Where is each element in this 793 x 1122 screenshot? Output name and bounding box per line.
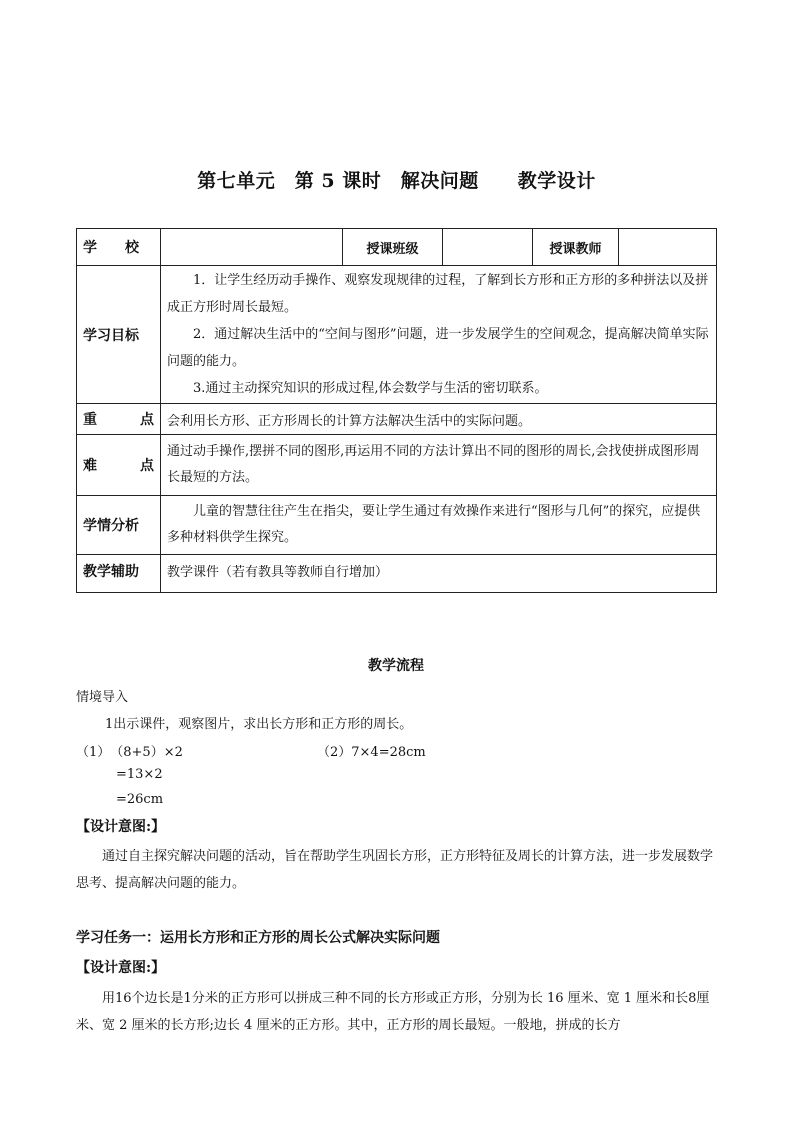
- aid-text: 教学课件（若有教具等教师自行增加）: [161, 555, 717, 593]
- table-row-key-point: [77, 404, 717, 435]
- intro-label: 情境导入: [76, 690, 129, 705]
- teacher-value: [619, 229, 717, 266]
- table-row-goals: [77, 266, 717, 404]
- table-row-school: [77, 229, 717, 266]
- school-value: [161, 229, 343, 266]
- calc-1-line-b: =13×2: [116, 767, 163, 782]
- calc-1-line-c: =26cm: [116, 792, 164, 807]
- goal-item: 1．让学生经历动手操作、观察发现规律的过程，了解到长方形和正方形的多种拼法以及拼成正方形时周长最短。: [167, 273, 709, 315]
- calc-1-line-a: （1） （8+5）×2: [76, 745, 183, 760]
- step-1-text: 1出示课件，观察图片，求出长方形和正方形的周长。: [105, 717, 413, 732]
- task-1-text: 用16个边长是1分米的正方形可以拼成三种不同的长方形或正方形，分别为长 16 厘米、宽 1 厘米和长8厘米、宽 2 厘米的长方形;边长 4 厘米的正方形。其中，正方形的周长最短。一般地，拼成的长方: [76, 991, 710, 1033]
- teacher-label: 授课教师: [533, 229, 619, 266]
- school-label: 学 校: [77, 229, 161, 266]
- page-title: 第七单元 第 5 课时 解决问题 教学设计: [197, 170, 596, 192]
- table-row-difficulty: [77, 435, 717, 496]
- table-row-aid: [77, 555, 717, 593]
- goals-content: [161, 266, 717, 404]
- key-point-text: 会利用长方形、正方形周长的计算方法解决生活中的实际问题。: [161, 404, 717, 435]
- goals-label: 学习目标: [77, 266, 161, 404]
- key-point-label: 重 点: [77, 404, 161, 435]
- aid-label: 教学辅助: [77, 555, 161, 593]
- design-intent-label: 【设计意图:】: [76, 819, 166, 835]
- analysis-text: 儿童的智慧往往产生在指尖，要让学生通过有效操作来进行“图形与几何”的探究，应提供多种材料供学生探究。: [161, 496, 717, 555]
- difficulty-text: 通过动手操作,摆拼不同的图形,再运用不同的方法计算出不同的图形的周长,会找使拼成图形周长最短的方法。: [161, 435, 717, 496]
- analysis-label: 学情分析: [77, 496, 161, 555]
- task-1-heading: 学习任务一：运用长方形和正方形的周长公式解决实际问题: [76, 930, 440, 946]
- design-intent-text: 通过自主探究解决问题的活动，旨在帮助学生巩固长方形，正方形特征及周长的计算方法，进一步发展数学思考、提高解决问题的能力。: [76, 849, 714, 891]
- goal-item: 2．通过解决生活中的“空间与图形”问题，进一步发展学生的空间观念，提高解决简单实际问题的能力。: [167, 327, 709, 369]
- design-intent-label-2: 【设计意图:】: [76, 960, 166, 976]
- lesson-info-table: [76, 228, 717, 593]
- flow-heading: 教学流程: [368, 658, 424, 674]
- difficulty-label: 难 点: [77, 435, 161, 496]
- class-label: 授课班级: [343, 229, 443, 266]
- calc-2-line: （2）7×4=28cm: [317, 745, 426, 760]
- class-value: [443, 229, 533, 266]
- goal-item: 3.通过主动探究知识的形成过程,体会数学与生活的密切联系。: [193, 381, 548, 396]
- table-row-analysis: [77, 496, 717, 555]
